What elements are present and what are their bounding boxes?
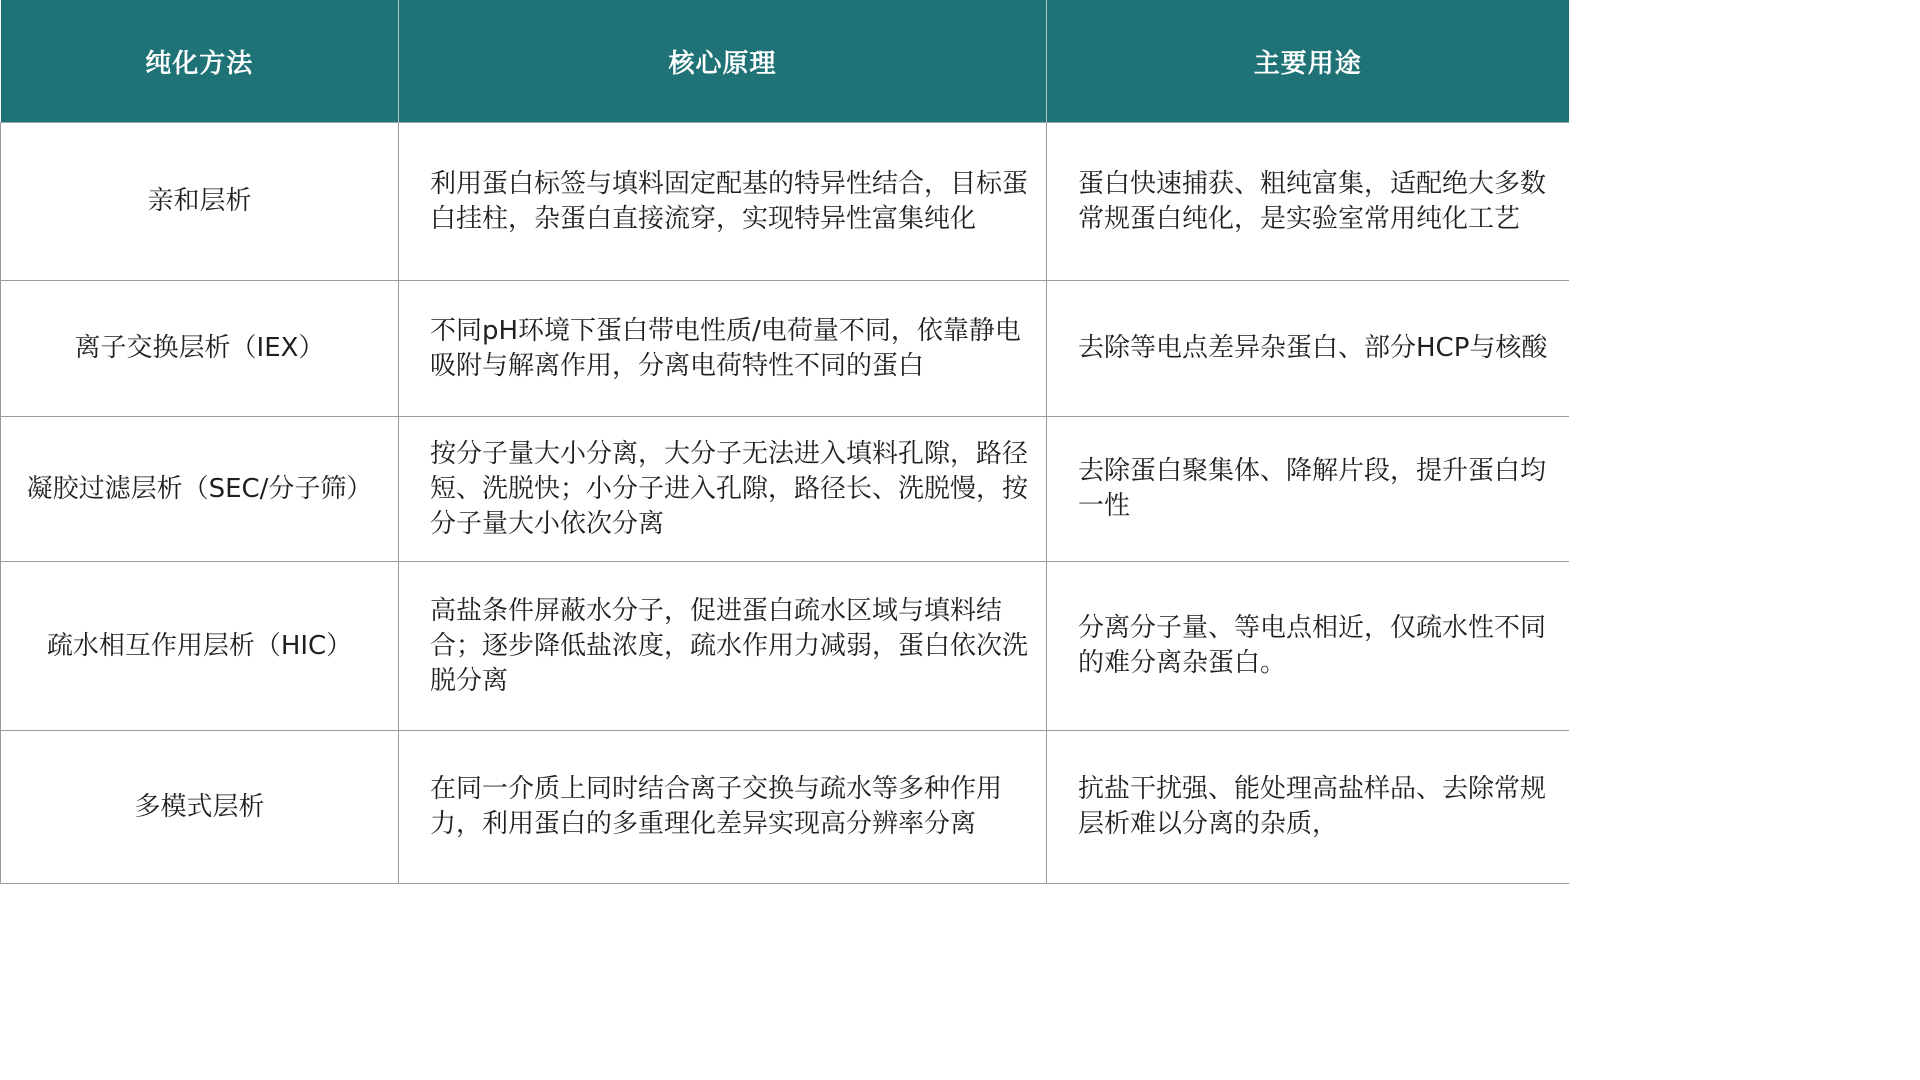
usage-cell: 去除等电点差异杂蛋白、部分HCP与核酸 [1047,281,1569,417]
table-row [1,562,1569,731]
table-row [1,123,1569,281]
principle-cell: 在同一介质上同时结合离子交换与疏水等多种作用力，利用蛋白的多重理化差异实现高分辨率分离 [399,731,1047,884]
usage-cell: 去除蛋白聚集体、降解片段，提升蛋白均一性 [1047,417,1569,562]
method-cell: 亲和层析 [1,123,399,281]
header-method: 纯化方法 [1,0,399,123]
principle-cell: 不同pH环境下蛋白带电性质/电荷量不同，依靠静电吸附与解离作用，分离电荷特性不同的蛋白 [399,281,1047,417]
method-cell: 离子交换层析（IEX） [1,281,399,417]
usage-cell: 抗盐干扰强、能处理高盐样品、去除常规层析难以分离的杂质， [1047,731,1569,884]
usage-cell: 分离分子量、等电点相近，仅疏水性不同的难分离杂蛋白。 [1047,562,1569,731]
table-body [1,123,1569,884]
principle-cell: 高盐条件屏蔽水分子，促进蛋白疏水区域与填料结合；逐步降低盐浓度，疏水作用力减弱，蛋白依次洗脱分离 [399,562,1047,731]
method-cell: 疏水相互作用层析（HIC） [1,562,399,731]
table-row [1,281,1569,417]
table-row [1,417,1569,562]
table-header [1,0,1569,123]
principle-cell: 按分子量大小分离，大分子无法进入填料孔隙，路径短、洗脱快；小分子进入孔隙，路径长、洗脱慢，按分子量大小依次分离 [399,417,1047,562]
header-principle: 核心原理 [399,0,1047,123]
usage-cell: 蛋白快速捕获、粗纯富集，适配绝大多数常规蛋白纯化，是实验室常用纯化工艺 [1047,123,1569,281]
principle-cell: 利用蛋白标签与填料固定配基的特异性结合，目标蛋白挂柱，杂蛋白直接流穿，实现特异性富集纯化 [399,123,1047,281]
method-cell: 凝胶过滤层析（SEC/分子筛） [1,417,399,562]
header-usage: 主要用途 [1047,0,1569,123]
header-row [1,0,1569,123]
method-cell: 多模式层析 [1,731,399,884]
table-row [1,731,1569,884]
